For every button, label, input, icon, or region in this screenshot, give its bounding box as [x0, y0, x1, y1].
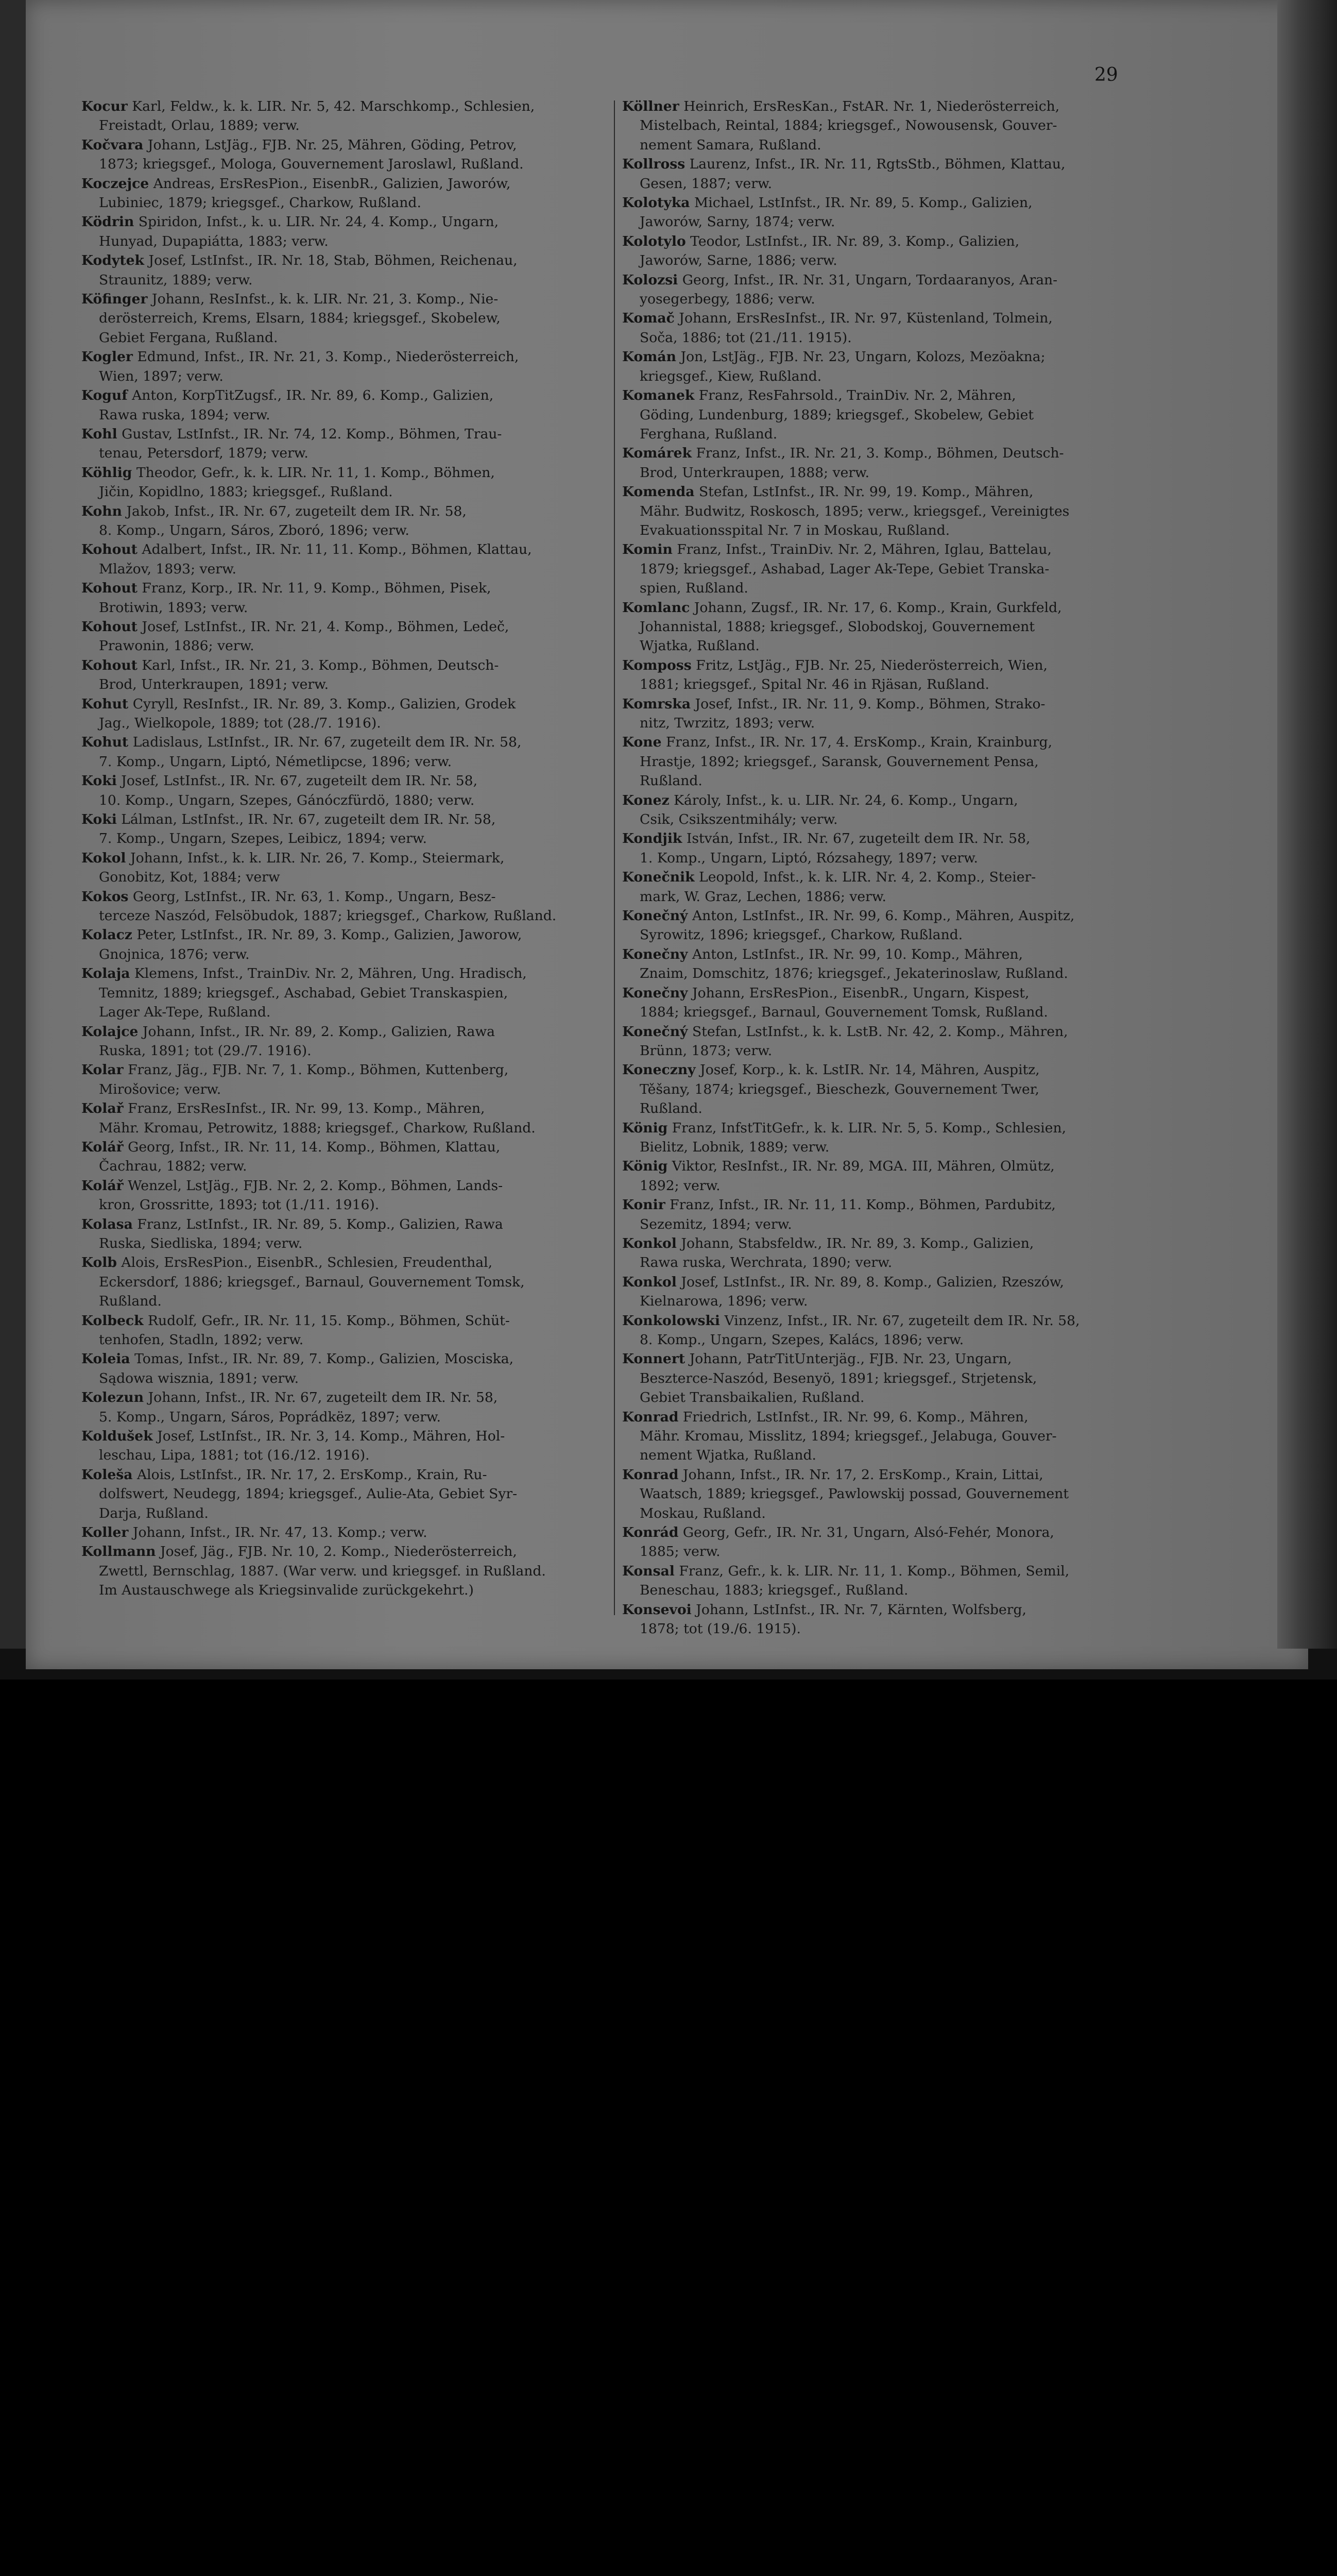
entry-details: Josef, Jäg., FJB. Nr. 10, 2. Komp., Niederösterreich, Zwettl, Bernschlag, 1887. (War verw. und kriegsgef. in Rußland. Im Austauschwege als Kriegsinvalide zurückgekehrt.): [99, 1544, 546, 1599]
page-number: 29: [1094, 64, 1118, 86]
register-entry: [622, 1349, 1147, 1407]
register-entry: [81, 425, 607, 463]
register-entry: [81, 733, 607, 771]
register-entry: [622, 193, 1147, 232]
register-entry: [622, 232, 1147, 270]
register-entry: [622, 1465, 1147, 1523]
register-entry: [81, 386, 607, 425]
entry-details: Fritz, LstJäg., FJB. Nr. 25, Niederösterreich, Wien, 1881; kriegsgef., Spital Nr. 46 in Rjäsan, Rußland.: [640, 657, 1048, 693]
register-entry: [81, 849, 607, 887]
entry-surname: Konkolowski: [622, 1312, 720, 1329]
entry-surname: Ködrin: [81, 214, 134, 230]
entry-details: Franz, Infst., IR. Nr. 21, 3. Komp., Böhmen, Deutsch- Brod, Unterkraupen, 1888; verw.: [640, 445, 1064, 481]
register-entry: [622, 1022, 1147, 1061]
entry-surname: Komárek: [622, 445, 692, 462]
register-entry: [622, 906, 1147, 945]
entry-details: Johann, Infst., IR. Nr. 47, 13. Komp.; verw.: [128, 1524, 427, 1541]
entry-details: Johann, Infst., k. k. LIR. Nr. 26, 7. Komp., Steiermark, Gonobitz, Kot, 1884; verw: [99, 850, 505, 886]
entry-details: Heinrich, ErsResKan., FstAR. Nr. 1, Niederösterreich, Mistelbach, Reintal, 1884; kriegsgef., Nowousensk, Gouver- nement Samara, Rußland.: [640, 98, 1060, 153]
entry-details: Johann, Infst., IR. Nr. 67, zugeteilt dem IR. Nr. 58, 5. Komp., Ungarn, Sáros, Poprádkëz, 1897; verw.: [99, 1389, 498, 1425]
register-entry: [81, 1523, 607, 1542]
entry-details: Johann, PatrTitUnterjäg., FJB. Nr. 23, Ungarn, Beszterce-Naszód, Besenyö, 1891; kriegsgef., Strjetensk, Gebiet Transbaikalien, Rußland.: [640, 1351, 1037, 1406]
entry-surname: Kogler: [81, 349, 133, 365]
register-entry: [81, 810, 607, 849]
register-entry: [622, 1562, 1147, 1600]
entry-surname: Koki: [81, 773, 117, 789]
register-entry: [81, 1465, 607, 1523]
entry-surname: Kolaja: [81, 965, 130, 982]
register-entry: [622, 444, 1147, 482]
entry-details: Josef, LstInfst., IR. Nr. 67, zugeteilt dem IR. Nr. 58, 10. Komp., Ungarn, Szepes, Gánóczfürdö, 1880; verw.: [99, 773, 478, 808]
register-entry: [81, 174, 607, 213]
entry-surname: Koldušek: [81, 1428, 153, 1445]
entry-surname: Kolajce: [81, 1023, 139, 1040]
register-entry: [622, 868, 1147, 906]
entry-details: Andreas, ErsResPion., EisenbR., Galizien, Jaworów, Lubiniec, 1879; kriegsgef., Charkow, Rußland.: [99, 175, 511, 211]
entry-surname: Konkol: [622, 1235, 677, 1251]
register-entry: [81, 1022, 607, 1061]
entry-surname: Kodytek: [81, 252, 144, 269]
register-entry: [622, 1234, 1147, 1273]
entry-details: Franz, Gefr., k. k. LIR. Nr. 11, 1. Komp., Böhmen, Semil, Beneschau, 1883; kriegsgef., Rußland.: [640, 1563, 1070, 1599]
register-entry: [622, 309, 1147, 347]
entry-surname: Konečnik: [622, 869, 695, 886]
register-entry: [622, 540, 1147, 598]
register-entry: [622, 1523, 1147, 1562]
register-entry: [81, 1542, 607, 1600]
entry-surname: Kocur: [81, 98, 128, 114]
entry-surname: Kolb: [81, 1255, 117, 1271]
register-entry: [622, 386, 1147, 444]
register-entry: [81, 1311, 607, 1350]
register-entry: [81, 135, 607, 174]
register-entry: [81, 212, 607, 251]
entry-surname: Kolasa: [81, 1216, 133, 1232]
register-entry: [81, 1427, 607, 1465]
entry-surname: Kohut: [81, 734, 129, 751]
entry-details: Karl, Feldw., k. k. LIR. Nr. 5, 42. Marschkomp., Schlesien, Freistadt, Orlau, 1889; verw.: [99, 98, 535, 134]
entry-surname: Konkol: [622, 1274, 677, 1290]
register-entry: [622, 945, 1147, 984]
entry-surname: Konir: [622, 1197, 665, 1213]
entry-surname: Köhlig: [81, 464, 132, 481]
entry-surname: Kolotyka: [622, 195, 690, 211]
entry-surname: Konnert: [622, 1351, 685, 1367]
register-entry: [81, 964, 607, 1022]
register-entry: [81, 656, 607, 694]
entry-surname: Kokol: [81, 850, 126, 866]
entry-details: Johann, Infst., IR. Nr. 17, 2. ErsKomp., Krain, Littai, Waatsch, 1889; kriegsgef., Pawlowskij possad, Gouvernement Moskau, Rußland.: [640, 1466, 1069, 1521]
entry-surname: Kolař: [81, 1100, 124, 1117]
entry-surname: Konrád: [622, 1524, 679, 1541]
entry-details: Georg, Infst., IR. Nr. 11, 14. Komp., Böhmen, Klattau, Čachrau, 1882; verw.: [99, 1139, 501, 1175]
entry-details: Franz, ErsResInfst., IR. Nr. 99, 13. Komp., Mähren, Mähr. Kromau, Petrowitz, 1888; kriegsgef., Charkow, Rußland.: [99, 1100, 536, 1136]
register-entry: [622, 791, 1147, 829]
entry-details: István, Infst., IR. Nr. 67, zugeteilt dem IR. Nr. 58, 1. Komp., Ungarn, Liptó, Rózsahegy, 1897; verw.: [640, 831, 1031, 866]
entry-surname: Konečný: [622, 908, 688, 924]
entry-surname: Kohl: [81, 426, 117, 442]
entry-details: Vinzenz, Infst., IR. Nr. 67, zugeteilt dem IR. Nr. 58, 8. Komp., Ungarn, Szepes, Kalács, 1896; verw.: [640, 1312, 1080, 1348]
entry-details: Jakob, Infst., IR. Nr. 67, zugeteilt dem IR. Nr. 58, 8. Komp., Ungarn, Sáros, Zboró, 1896; verw.: [99, 503, 467, 538]
entry-surname: Kohout: [81, 618, 138, 635]
entry-details: Edmund, Infst., IR. Nr. 21, 3. Komp., Niederösterreich, Wien, 1897; verw.: [99, 349, 519, 384]
entry-details: Peter, LstInfst., IR. Nr. 89, 3. Komp., Galizien, Jaworow, Gnojnica, 1876; verw.: [99, 927, 522, 962]
register-entry: [81, 1388, 607, 1427]
entry-details: Gustav, LstInfst., IR. Nr. 74, 12. Komp., Böhmen, Trau- tenau, Petersdorf, 1879; verw.: [99, 426, 502, 462]
entry-surname: Kočvara: [81, 137, 144, 153]
register-entry: [81, 617, 607, 656]
register-entry: [81, 1253, 607, 1311]
entry-details: Johann, ErsResInfst., IR. Nr. 97, Küstenland, Tolmein, Soča, 1886; tot (21./11. 1915).: [640, 310, 1053, 346]
entry-details: Georg, Gefr., IR. Nr. 31, Ungarn, Alsó-Fehér, Monora, 1885; verw.: [640, 1524, 1054, 1560]
entry-surname: Koczejce: [81, 175, 149, 192]
register-entry: [81, 1215, 607, 1253]
entry-surname: Kohut: [81, 696, 129, 712]
register-entry: [81, 1060, 607, 1099]
entry-details: Johann, Stabsfeldw., IR. Nr. 89, 3. Komp., Galizien, Rawa ruska, Werchrata, 1890; verw.: [640, 1235, 1034, 1271]
register-entry: [622, 656, 1147, 694]
entry-details: Franz, Infst., IR. Nr. 17, 4. ErsKomp., Krain, Krainburg, Hrastje, 1892; kriegsgef., Saransk, Gouvernement Pensa, Rußland.: [640, 734, 1053, 789]
register-entry: [81, 887, 607, 926]
entry-details: Georg, Infst., IR. Nr. 31, Ungarn, Tordaaranyos, Aran- yosegerbegy, 1886; verw.: [640, 272, 1058, 308]
entry-surname: Koneczny: [622, 1062, 696, 1078]
entry-surname: Köllner: [622, 98, 679, 114]
entry-details: Johann, LstJäg., FJB. Nr. 25, Mähren, Göding, Petrov, 1873; kriegsgef., Mologa, Gouvernement Jaroslawl, Rußland.: [99, 137, 524, 173]
entry-details: Theodor, Gefr., k. k. LIR. Nr. 11, 1. Komp., Böhmen, Jičin, Kopidlno, 1883; kriegsgef., Rußland.: [99, 464, 495, 500]
entry-surname: Koleša: [81, 1466, 133, 1483]
register-entry: [81, 97, 607, 135]
register-entry: [81, 925, 607, 964]
entry-details: Franz, Korp., IR. Nr. 11, 9. Komp., Böhmen, Pisek, Brotiwin, 1893; verw.: [99, 580, 491, 616]
register-entry: [622, 1060, 1147, 1118]
entry-details: Alois, LstInfst., IR. Nr. 17, 2. ErsKomp., Krain, Ru- dolfswert, Neudegg, 1894; kriegsgef., Aulie-Ata, Gebiet Syr- Darja, Rußland.: [99, 1466, 518, 1521]
entry-surname: Kone: [622, 734, 662, 751]
register-entry: [81, 347, 607, 386]
register-entry: [622, 733, 1147, 790]
right-column: [622, 97, 1147, 1639]
entry-details: Stefan, LstInfst., k. k. LstB. Nr. 42, 2. Komp., Mähren, Brünn, 1873; verw.: [640, 1023, 1068, 1059]
entry-surname: Kondjik: [622, 831, 682, 847]
entry-details: Teodor, LstInfst., IR. Nr. 89, 3. Komp., Galizien, Jaworów, Sarne, 1886; verw.: [640, 233, 1020, 269]
register-entry: [622, 1157, 1147, 1195]
entry-details: Franz, Jäg., FJB. Nr. 7, 1. Komp., Böhmen, Kuttenberg, Mirošovice; verw.: [99, 1062, 509, 1097]
entry-surname: Komán: [622, 349, 676, 365]
entry-details: Adalbert, Infst., IR. Nr. 11, 11. Komp., Böhmen, Klattau, Mlažov, 1893; verw.: [99, 541, 532, 577]
entry-details: Károly, Infst., k. u. LIR. Nr. 24, 6. Komp., Ungarn, Csik, Csikszentmihály; verw.: [640, 792, 1018, 828]
entry-surname: Komrska: [622, 696, 691, 712]
entry-details: Johann, ErsResPion., EisenbR., Ungarn, Kispest, 1884; kriegsgef., Barnaul, Gouvernement Tomsk, Rußland.: [640, 985, 1048, 1021]
entry-details: Spiridon, Infst., k. u. LIR. Nr. 24, 4. Komp., Ungarn, Hunyad, Dupapiátta, 1883; verw.: [99, 214, 499, 249]
register-entry: [81, 1349, 607, 1388]
register-entry: [81, 463, 607, 502]
entry-details: Laurenz, Infst., IR. Nr. 11, RgtsStb., Böhmen, Klattau, Gesen, 1887; verw.: [640, 156, 1066, 192]
entry-details: Jon, LstJäg., FJB. Nr. 23, Ungarn, Kolozs, Mezöakna; kriegsgef., Kiew, Rußland.: [640, 349, 1045, 384]
entry-details: Josef, Korp., k. k. LstIR. Nr. 14, Mähren, Auspitz, Těšany, 1874; kriegsgef., Bieschezk, Gouvernement Twer, Rußland.: [640, 1062, 1040, 1117]
register-entry: [622, 155, 1147, 193]
entry-surname: Kohout: [81, 657, 138, 673]
register-entry: [622, 1195, 1147, 1234]
entry-details: Klemens, Infst., TrainDiv. Nr. 2, Mähren, Ung. Hradisch, Temnitz, 1889; kriegsgef., Aschabad, Gebiet Transkaspien, Lager Ak-Tepe, Rußland.: [99, 965, 527, 1021]
entry-details: Johann, LstInfst., IR. Nr. 7, Kärnten, Wolfsberg, 1878; tot (19./6. 1915).: [640, 1601, 1026, 1637]
register-entry: [622, 829, 1147, 868]
entry-surname: Kolář: [81, 1177, 124, 1194]
entry-details: Leopold, Infst., k. k. LIR. Nr. 4, 2. Komp., Steier- mark, W. Graz, Lechen, 1886; verw.: [640, 869, 1036, 905]
entry-surname: Koguf: [81, 387, 128, 404]
entry-details: Johann, Infst., IR. Nr. 89, 2. Komp., Galizien, Rawa Ruska, 1891; tot (29./7. 1916).: [99, 1023, 495, 1059]
entry-surname: Kohout: [81, 541, 138, 558]
entry-surname: Konečny: [622, 946, 688, 962]
register-entry: [622, 1273, 1147, 1311]
register-entry: [622, 598, 1147, 656]
entry-details: Anton, KorpTitZugsf., IR. Nr. 89, 6. Komp., Galizien, Rawa ruska, 1894; verw.: [99, 387, 494, 423]
entry-surname: Konsal: [622, 1563, 675, 1579]
entry-details: Georg, LstInfst., IR. Nr. 63, 1. Komp., Ungarn, Besz- terceze Naszód, Felsöbudok, 1887; kriegsgef., Charkow, Rußland.: [99, 888, 557, 924]
register-entry: [622, 1600, 1147, 1639]
entry-surname: Konsevoi: [622, 1601, 692, 1618]
entry-details: Anton, LstInfst., IR. Nr. 99, 6. Komp., Mähren, Auspitz, Syrowitz, 1896; kriegsgef., Charkow, Rußland.: [640, 908, 1075, 943]
left-column: [81, 97, 607, 1600]
entry-details: Stefan, LstInfst., IR. Nr. 99, 19. Komp., Mähren, Mähr. Budwitz, Roskosch, 1895; verw., kriegsgef., Vereinigtes Evakuationsspital Nr. 7 in Moskau, Rußland.: [640, 484, 1070, 538]
entry-details: Karl, Infst., IR. Nr. 21, 3. Komp., Böhmen, Deutsch- Brod, Unterkraupen, 1891; verw.: [99, 657, 499, 693]
register-entry: [622, 270, 1147, 309]
register-entry: [622, 347, 1147, 386]
entry-details: Franz, Infst., IR. Nr. 11, 11. Komp., Böhmen, Pardubitz, Sezemitz, 1894; verw.: [640, 1197, 1056, 1232]
entry-surname: Kohout: [81, 580, 138, 597]
entry-surname: Koki: [81, 811, 117, 828]
register-entry: [622, 1118, 1147, 1157]
entry-details: Friedrich, LstInfst., IR. Nr. 99, 6. Komp., Mähren, Mähr. Kromau, Misslitz, 1894; kriegsgef., Jelabuga, Gouver- nement Wjatka, Rußland.: [640, 1409, 1057, 1464]
entry-surname: Konrad: [622, 1409, 679, 1425]
entry-details: Alois, ErsResPion., EisenbR., Schlesien, Freudenthal, Eckersdorf, 1886; kriegsgef., Barnaul, Gouvernement Tomsk, Rußland.: [99, 1255, 525, 1310]
entry-surname: Kolacz: [81, 927, 132, 943]
entry-surname: Kolotylo: [622, 233, 686, 249]
page-edge-shadow: [1277, 0, 1337, 1649]
entry-details: Johann, ResInfst., k. k. LIR. Nr. 21, 3. Komp., Nie- derösterreich, Krems, Elsarn, 1884; kriegsgef., Skobelew, Gebiet Fergana, Rußland.: [99, 291, 501, 346]
entry-details: Josef, LstInfst., IR. Nr. 18, Stab, Böhmen, Reichenau, Straunitz, 1889; verw.: [99, 252, 518, 288]
entry-surname: Kollmann: [81, 1544, 156, 1560]
register-entry: [81, 579, 607, 617]
entry-details: Viktor, ResInfst., IR. Nr. 89, MGA. III, Mähren, Olmütz, 1892; verw.: [640, 1158, 1055, 1194]
register-entry: [81, 290, 607, 347]
entry-details: Wenzel, LstJäg., FJB. Nr. 2, 2. Komp., Böhmen, Lands- kron, Grossritte, 1893; tot (1./11. 1916).: [99, 1177, 503, 1213]
entry-details: Josef, LstInfst., IR. Nr. 89, 8. Komp., Galizien, Rzeszów, Kielnarowa, 1896; verw.: [640, 1274, 1064, 1310]
entry-surname: König: [622, 1158, 668, 1175]
column-divider: [614, 100, 615, 1615]
entry-surname: Kolar: [81, 1062, 124, 1078]
entry-details: Franz, InfstTitGefr., k. k. LIR. Nr. 5, 5. Komp., Schlesien, Bielitz, Lobnik, 1889; verw.: [640, 1120, 1067, 1155]
entry-surname: Kolář: [81, 1139, 124, 1155]
entry-surname: Konečny: [622, 985, 688, 1001]
entry-surname: Komin: [622, 541, 673, 558]
entry-details: Cyryll, ResInfst., IR. Nr. 89, 3. Komp., Galizien, Grodek Jag., Wielkopole, 1889; tot (28./7. 1916).: [99, 696, 516, 731]
entry-details: Franz, Infst., TrainDiv. Nr. 2, Mähren, Iglau, Battelau, 1879; kriegsgef., Ashabad, Lager Ak-Tepe, Gebiet Transka- spien, Rußland.: [640, 541, 1052, 597]
register-entry: [81, 1138, 607, 1176]
register-entry: [81, 540, 607, 579]
register-entry: [622, 984, 1147, 1022]
entry-surname: Koleia: [81, 1351, 130, 1367]
entry-details: Josef, Infst., IR. Nr. 11, 9. Komp., Böhmen, Strako- nitz, Twrzitz, 1893; verw.: [640, 696, 1045, 731]
entry-surname: Konečný: [622, 1023, 688, 1040]
entry-surname: Konez: [622, 792, 670, 808]
entry-details: Johann, Zugsf., IR. Nr. 17, 6. Komp., Krain, Gurkfeld, Johannistal, 1888; kriegsgef., Slobodskoj, Gouvernement Wjatka, Rußland.: [640, 599, 1062, 654]
entry-surname: Kokos: [81, 888, 129, 905]
register-entry: [622, 694, 1147, 733]
entry-details: Ladislaus, LstInfst., IR. Nr. 67, zugeteilt dem IR. Nr. 58, 7. Komp., Ungarn, Liptó, Németlipcse, 1896; verw.: [99, 734, 522, 770]
entry-surname: Komlanc: [622, 599, 690, 616]
viewer-footer: [0, 1680, 1337, 1781]
register-entry: [622, 1408, 1147, 1465]
entry-details: Lálman, LstInfst., IR. Nr. 67, zugeteilt dem IR. Nr. 58, 7. Komp., Ungarn, Szepes, Leibicz, 1894; verw.: [99, 811, 496, 847]
register-entry: [81, 771, 607, 810]
entry-details: Michael, LstInfst., IR. Nr. 89, 5. Komp., Galizien, Jaworów, Sarny, 1874; verw.: [640, 195, 1033, 230]
register-entry: [81, 502, 607, 540]
entry-surname: Kollross: [622, 156, 685, 173]
entry-details: Josef, LstInfst., IR. Nr. 21, 4. Komp., Böhmen, Ledeč, Prawonin, 1886; verw.: [99, 618, 509, 654]
register-entry: [81, 1176, 607, 1215]
entry-details: Franz, ResFahrsold., TrainDiv. Nr. 2, Mähren, Göding, Lundenburg, 1889; kriegsgef., Skobelew, Gebiet Ferghana, Rußland.: [640, 387, 1034, 442]
entry-details: Anton, LstInfst., IR. Nr. 99, 10. Komp., Mähren, Znaim, Domschitz, 1876; kriegsgef., Jekaterinoslaw, Rußland.: [640, 946, 1068, 982]
register-entry: [622, 482, 1147, 540]
entry-surname: Koller: [81, 1524, 129, 1541]
previous-page-edge: [0, 0, 27, 1649]
entry-surname: Komposs: [622, 657, 692, 673]
entry-details: Rudolf, Gefr., IR. Nr. 11, 15. Komp., Böhmen, Schüt- tenhofen, Stadln, 1892; verw.: [99, 1312, 510, 1348]
entry-surname: Konrad: [622, 1466, 679, 1483]
entry-surname: Kolozsi: [622, 272, 678, 288]
entry-surname: Komanek: [622, 387, 695, 404]
entry-surname: Kolbeck: [81, 1312, 144, 1329]
entry-details: Tomas, Infst., IR. Nr. 89, 7. Komp., Galizien, Mosciska, Sądowa wisznia, 1891; verw.: [99, 1351, 514, 1386]
entry-surname: König: [622, 1120, 668, 1136]
register-entry: [81, 1099, 607, 1138]
entry-surname: Kolezun: [81, 1389, 144, 1406]
entry-surname: Kohn: [81, 503, 122, 519]
entry-surname: Komenda: [622, 484, 695, 500]
register-entry: [622, 97, 1147, 155]
register-entry: [622, 1311, 1147, 1350]
entry-surname: Köfinger: [81, 291, 148, 308]
register-entry: [81, 694, 607, 733]
register-entry: [81, 251, 607, 290]
entry-details: Josef, LstInfst., IR. Nr. 3, 14. Komp., Mähren, Hol- leschau, Lipa, 1881; tot (16./12. 1916).: [99, 1428, 505, 1464]
entry-surname: Komač: [622, 310, 675, 327]
entry-details: Franz, LstInfst., IR. Nr. 89, 5. Komp., Galizien, Rawa Ruska, Siedliska, 1894; verw.: [99, 1216, 503, 1251]
